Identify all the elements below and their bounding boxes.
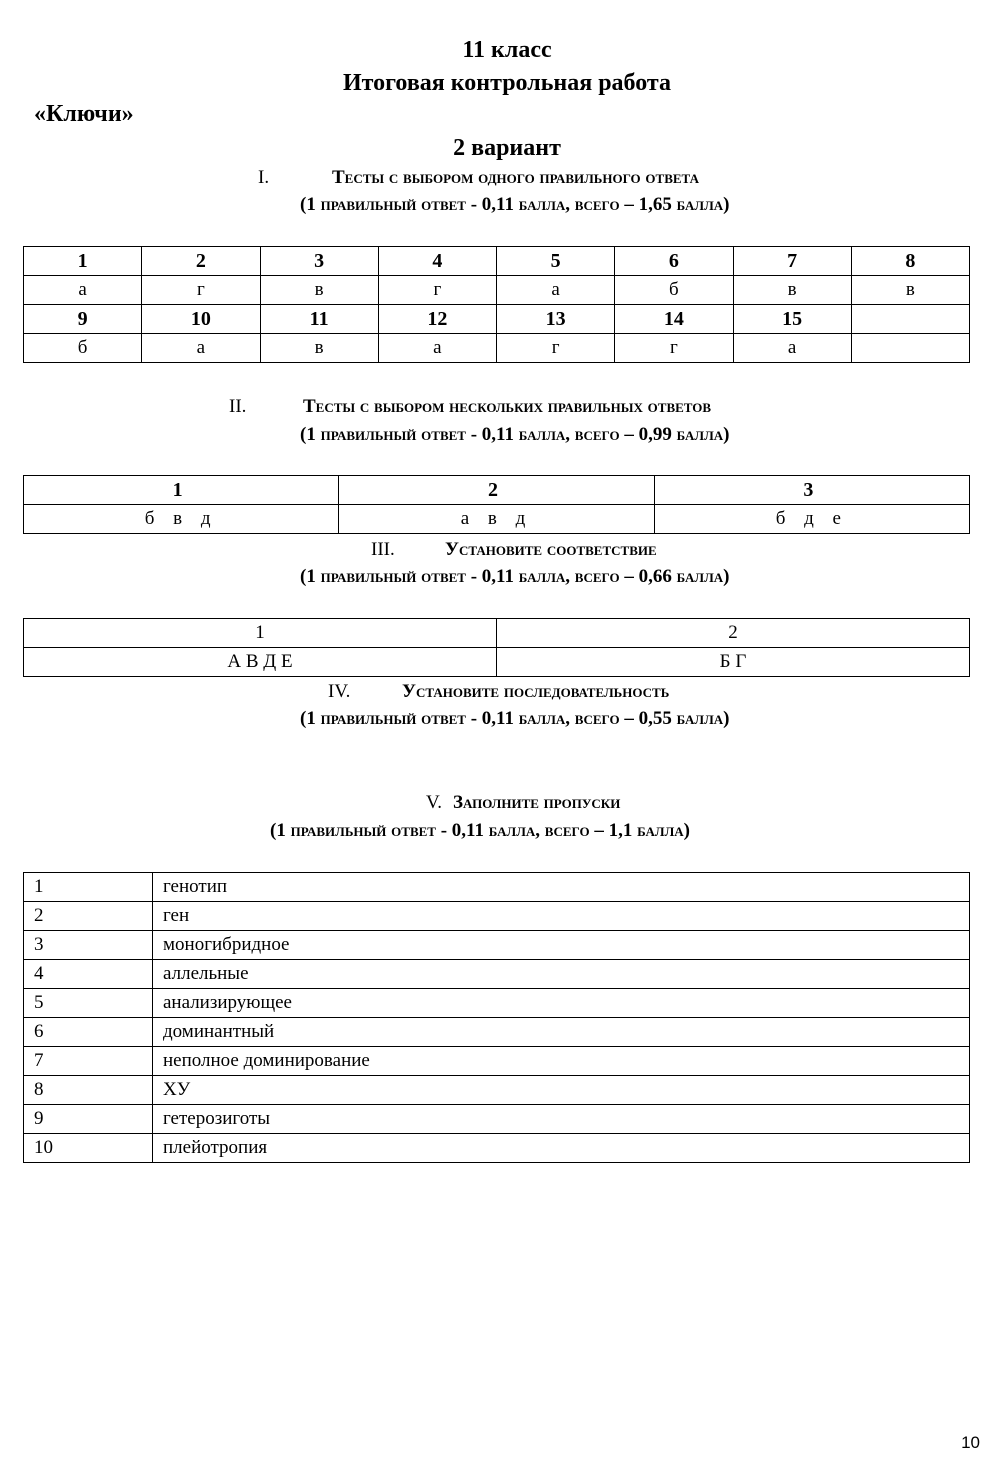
section2-roman: II. (229, 396, 247, 417)
section4-title: Установите последовательность (402, 681, 670, 702)
section1-table-row (24, 276, 970, 305)
section5-table-cell: ХУ (153, 1076, 970, 1105)
section4-scoring: (1 правильный ответ - 0,11 балла, всего – 0,55 балла) (300, 708, 730, 729)
section1-table-row (24, 334, 970, 363)
section1-table-row (24, 305, 970, 334)
section5-roman: V. (426, 792, 443, 813)
section3-table-row (24, 648, 970, 677)
section1-table-cell: 11 (260, 305, 378, 334)
section1-table-cell: 8 (851, 247, 969, 276)
section1-table-cell: г (142, 276, 260, 305)
section1-title: Тесты с выбором одного правильного ответа (332, 167, 699, 188)
section1-table-cell: 2 (142, 247, 260, 276)
section5-table-row (24, 1018, 970, 1047)
section1-table-row (24, 247, 970, 276)
section3-table-cell: А В Д Е (24, 648, 497, 677)
section1-table-cell: 13 (497, 305, 615, 334)
section5-table-cell: анализирующее (153, 989, 970, 1018)
section4-roman: IV. (328, 681, 351, 702)
section5-table-row (24, 989, 970, 1018)
section3-title: Установите соответствие (445, 539, 657, 560)
section5-heading (426, 791, 620, 815)
section5-table-cell: 1 (24, 873, 153, 902)
section5-table-cell: доминантный (153, 1018, 970, 1047)
section5-table-row (24, 1076, 970, 1105)
section1-table-cell: 10 (142, 305, 260, 334)
section5-table-row (24, 1105, 970, 1134)
section1-table-cell: а (497, 276, 615, 305)
section1-table-cell (851, 305, 969, 334)
section5-table-cell: 10 (24, 1134, 153, 1163)
grade-title: 11 класс (462, 37, 552, 63)
section5-table-cell: 9 (24, 1105, 153, 1134)
section5-table-cell: генотип (153, 873, 970, 902)
section1-table-cell: в (851, 276, 969, 305)
section1-table-cell: а (142, 334, 260, 363)
section1-table-cell: 5 (497, 247, 615, 276)
section5-table-cell: 8 (24, 1076, 153, 1105)
section1-table-cell (851, 334, 969, 363)
section2-table-cell: б в д (24, 505, 339, 534)
section1-table-cell: 1 (24, 247, 142, 276)
section5-table-row (24, 1047, 970, 1076)
section5-table-row (24, 960, 970, 989)
section5-table-cell: 4 (24, 960, 153, 989)
section3-table-cell: Б Г (497, 648, 970, 677)
section3-heading (371, 538, 657, 562)
section2-table-cell: 2 (339, 476, 654, 505)
section1-roman: I. (258, 167, 270, 188)
section3-table-row (24, 619, 970, 648)
section2-table-cell: 1 (24, 476, 339, 505)
section5-scoring: (1 правильный ответ - 0,11 балла, всего – 1,1 балла) (270, 820, 690, 841)
section1-table-cell: 3 (260, 247, 378, 276)
section1-table-cell: г (497, 334, 615, 363)
work-title: Итоговая контрольная работа (342, 70, 671, 96)
section1-table-cell: 15 (733, 305, 851, 334)
section5-title: Заполните пропуски (453, 792, 621, 813)
section1-table-cell: г (615, 334, 733, 363)
section1-table-cell: 14 (615, 305, 733, 334)
section3-table-cell: 1 (24, 619, 497, 648)
section1-scoring: (1 правильный ответ - 0,11 балла, всего – 1,65 балла) (300, 194, 730, 215)
section1-heading (258, 166, 699, 190)
section1-table-cell: в (260, 334, 378, 363)
section5-table-cell: гетерозиготы (153, 1105, 970, 1134)
section1-table-cell: б (615, 276, 733, 305)
keys-label: «Ключи» (34, 101, 134, 127)
section1-table-cell: в (260, 276, 378, 305)
section1-table-cell: 9 (24, 305, 142, 334)
section2-title: Тесты с выбором нескольких правильных ответов (303, 396, 712, 417)
section2-table-cell: а в д (339, 505, 654, 534)
section2-table-row (24, 505, 970, 534)
section1-table-cell: 6 (615, 247, 733, 276)
section5-answer-table (23, 872, 970, 1163)
section4-heading (328, 680, 669, 704)
section5-table-cell: аллельные (153, 960, 970, 989)
section5-table-cell: 3 (24, 931, 153, 960)
section1-table-cell: 12 (378, 305, 496, 334)
section1-table-cell: 4 (378, 247, 496, 276)
section5-table-row (24, 902, 970, 931)
section5-table-cell: плейотропия (153, 1134, 970, 1163)
section3-scoring: (1 правильный ответ - 0,11 балла, всего – 0,66 балла) (300, 566, 730, 587)
section2-table-cell: б д е (654, 505, 969, 534)
section2-table-row (24, 476, 970, 505)
section5-table-row (24, 1134, 970, 1163)
section1-table-cell: 7 (733, 247, 851, 276)
section1-table-cell: в (733, 276, 851, 305)
page-number: 10 (961, 1433, 980, 1452)
section5-table-cell: 7 (24, 1047, 153, 1076)
section3-table-cell: 2 (497, 619, 970, 648)
section5-table-cell: ген (153, 902, 970, 931)
section1-table-cell: б (24, 334, 142, 363)
section3-answer-table (23, 618, 970, 677)
section2-answer-table (23, 475, 970, 534)
section1-answer-table (23, 246, 970, 363)
section5-table-row (24, 931, 970, 960)
section5-table-cell: 5 (24, 989, 153, 1018)
section5-table-row (24, 873, 970, 902)
section1-table-cell: г (378, 276, 496, 305)
section1-table-cell: а (378, 334, 496, 363)
section3-roman: III. (371, 539, 395, 560)
section5-table-cell: неполное доминирование (153, 1047, 970, 1076)
section5-table-cell: 6 (24, 1018, 153, 1047)
section1-table-cell: а (733, 334, 851, 363)
section2-scoring: (1 правильный ответ - 0,11 балла, всего – 0,99 балла) (300, 424, 730, 445)
section5-table-cell: 2 (24, 902, 153, 931)
section2-heading (229, 395, 711, 419)
section2-table-cell: 3 (654, 476, 969, 505)
section5-table-cell: моногибридное (153, 931, 970, 960)
variant-title: 2 вариант (453, 135, 561, 161)
section1-table-cell: а (24, 276, 142, 305)
